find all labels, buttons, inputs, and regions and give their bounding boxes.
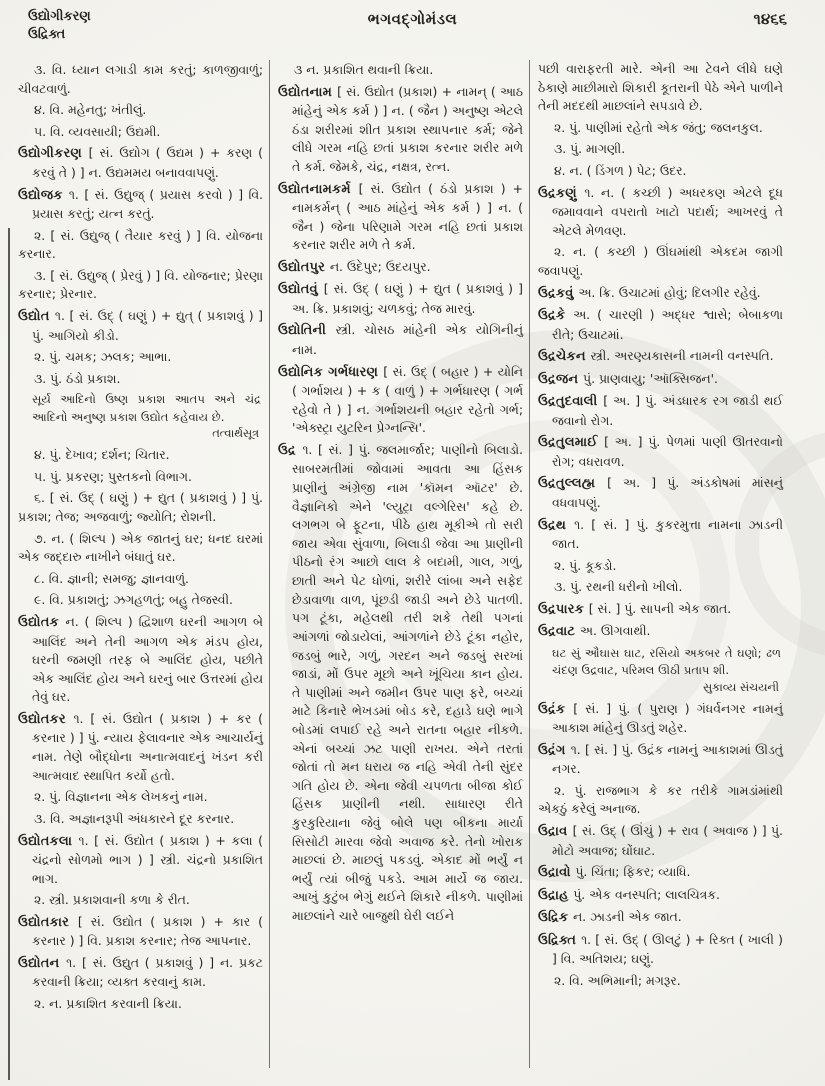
dictionary-entry: ઉદ્રિક્ત ૧. [ સં. ઉદ્ ( ઊલટું ) + રિક્ત ( ખાલી ) ] વિ. અતિશય; ઘણું. <box>538 931 783 967</box>
sense-line: ૪. ન. ( ડિંગળ ) પેટ; ઉદર. <box>554 163 687 179</box>
dictionary-entry: ઉદ્રપારક [ સં. ] પું. સાપની એક જાત. <box>538 600 732 617</box>
dictionary-entry: ઉદ્રંગ ૧. [ સં. ] પું. ઉદ્રંક નામનું આકાશમાં ઊડતું નગર. <box>538 741 784 777</box>
dictionary-entry: ઉદ્યોતનામકર્મ [ સં. ઉદ્યોત ( ઠંડો પ્રકાશ ) + નામકર્મન્ ( આઠ માંહેનું એક કર્મ ) ] ન. ( જૈન ) જેના પરિણામે ગરમ નહિ છતાં પ્રકાશ કરનાર શરીર મળે તે કર્મ. <box>278 180 523 253</box>
sense-line: ૩. વિ. ધ્યાન લગાડી કામ કરતું; કાળજીવાળું; ચીવટવાળું. <box>18 62 263 96</box>
dictionary-entry: ઉદ્યોતનામ [ સં. ઉદ્યોત (પ્રકાશ) + નામન્ ( આઠ માંહેનું એક કર્મ ) ] ન. ( જૈન ) અનુષ્ણ એટલે ઠંડા શરીરમાં શીત પ્રકાશ સ્થાપનાર કર્મ; જેને લીધે ગરમ નહિ છતાં પ્રકાશ કરનાર શરીર મળે તે કર્મ. જેમકે, ચંદ્ર, નક્ષત્ર, રત્ન. <box>278 83 523 174</box>
headword: ઉદ્યોતક <box>18 615 66 631</box>
sense-line: ૩. પું. માગણી. <box>554 141 626 157</box>
quotation-block: સૂર્ય આદિનો ઉષ્ણ પ્રકાશ આતપ અને ચંદ્ર આદિનો અનુષ્ણ પ્રકાશ ઉદ્યોત કહેવાય છે. <box>32 392 261 424</box>
sense-line: ૨. પું. ચમક; ઝલક; આભા. <box>34 349 172 365</box>
sense-line: ૪. વિ. મહેનતુ; ખંતીલું. <box>34 102 147 118</box>
guide-word-last: ઉદ્રિક્ત <box>28 26 66 42</box>
headword: ઉદ્યોતકલા <box>18 833 79 849</box>
dictionary-entry: ઉદ્રાહ પું. એક વનસ્પતિ; લાલચિત્રક. <box>538 886 720 903</box>
headword: ઉદ્રતુલમાઈ <box>538 435 605 451</box>
text-column-2 <box>270 58 529 1076</box>
headword: ઉદ્યોતકર <box>18 711 74 727</box>
sense-line: ૩ ન. પ્રકાશિત થવાની ક્રિયા. <box>294 62 434 77</box>
dictionary-entry: ઉદ્યોતપુર ન. ઉદેપુર; ઉદયપુર. <box>278 258 431 275</box>
headword: ઉદ્રવાટ <box>538 624 580 640</box>
headword: ઉદ્યોતનામ <box>278 84 338 100</box>
dictionary-entry: ઉદ્રચેકન સ્ત્રી. અરણ્યકાસની નામની વનસ્પતિ. <box>538 348 774 365</box>
dictionary-entry: ઉદ્યોગીકરણ [ સં. ઉદ્યોગ ( ઉદ્યમ ) + કરણ ( કરવું તે ) ] ન. ઉદ્યમમય બનાવવાપણું. <box>18 145 263 180</box>
dictionary-entry: ઉદ્રકે અ. ( ચારણી ) અદ્ધર શ્વાસે; બેબાકળા રીતે; ઉચાટમાં. <box>538 307 783 342</box>
sense-line: ૬. [ સં. ઉદ્ ( ઘણું ) + દ્યુત ( પ્રકાશવું ) ] પું. પ્રકાશ; તેજ; અજવાળું; જ્યોતિ; રોશની. <box>18 490 263 524</box>
headword: ઉદ્રાવો <box>538 865 576 881</box>
headword: ઉદ્યોગીકરણ <box>18 146 89 162</box>
headword: ઉદ્રતુદવાલી <box>538 394 604 410</box>
headword: ઉદ્યોજક <box>18 187 69 203</box>
page-header <box>0 0 825 58</box>
sense-line: ૨. પું. વિજ્ઞાનના એક લેખકનું નામ. <box>34 789 208 805</box>
headword: ઉદ્યોતકાર <box>18 914 78 930</box>
sense-line: ૩. [ સં. ઉદ્યુજ્ ( પ્રેરવું ) ] વિ. યોજનાર; પ્રેરણા કરનાર; પ્રેરનાર. <box>18 267 263 302</box>
dictionary-entry: ઉદ્રંક [ સં. ] પું. ( પુરાણ ) ગંધર્વનગર નામનું આકાશ માંહેનું ઊડતું શહેર. <box>538 700 784 736</box>
text-column-1 <box>10 58 269 1076</box>
sense-line: ૨. પું. કૂકડો. <box>554 557 617 573</box>
dictionary-entry: ઉદ્રતુલ્લહ્મ [ અ. ] પું. અંડકોષમાં માંસનું વધવાપણું. <box>538 475 783 510</box>
sense-line: ૪. પું. દેખાવ; દર્શન; ચિતાર. <box>34 447 170 463</box>
dictionary-entry: ઉદ્યોતકલા ૧. [ સં. ઉદ્યોત ( પ્રકાશ ) + કલા ( ચંદ્રનો સોળમો ભાગ ) ] સ્ત્રી. ચંદ્રનો પ્રકાશિત ભાગ. <box>18 832 263 886</box>
dictionary-entry: ઉદ્યોતકાર [ સં. ઉદ્યોત ( પ્રકાશ ) + કાર ( કરનાર ) ] વિ. પ્રકાશ કરનાર; તેજ આપનાર. <box>18 913 263 949</box>
quotation-block: ઘટ સું ઔઘાસ ઘાટ, રસિયો અકબર તે ઘણો; ઢળ ચંદણ ઉદ્રવાટ, પરિમલ ઊઠી પ્રતાપ શી. <box>552 645 781 678</box>
headword: ઉદ્રકણું <box>538 185 585 201</box>
headword: ઉદ્યોત <box>18 309 55 325</box>
sense-line: ૩. વિ. અજ્ઞાનરૂપી અંધકારને દૂર કરનાર. <box>34 810 235 826</box>
headword: ઉદ્રંક <box>538 701 574 717</box>
dictionary-entry: ઉદ્રવાટ અ. ઊગવાથી. <box>538 623 651 640</box>
dictionary-entry: ઉદ્યોજક ૧. [ સં. ઉદ્યુજ્ ( પ્રયાસ કરવો ) ] વિ. પ્રયાસ કરતું; યત્ન કરતું. <box>18 186 263 222</box>
sense-line: ૫. વિ. વ્યવસાયી; ઉદ્યમી. <box>34 123 161 139</box>
dictionary-entry: ઉદ્યોતન ૧. [ સં. ઉદ્યુત ( પ્રકાશવું ) ] ન. પ્રકટ કરવાની ક્રિયા; વ્યક્ત કરવાનું કામ. <box>18 954 264 990</box>
sense-line: ૨. સ્ત્રી. પ્રકાશવાની કળા કે રીત. <box>34 892 190 908</box>
dictionary-entry: ઉદ્યોતકર ૧. [ સં. ઉદ્યોત ( પ્રકાશ ) + કર ( કરનાર ) ] પું. ન્યાય ફેલાવનાર એક આચાર્યનું નામ. તેણે બૌદ્ધોના અનાત્મવાદનું ખંડન કરી આત્મવાદ સ્થાપિત કર્યો હતો. <box>18 710 263 783</box>
book-title: ભગવદ્ગોમંડલ <box>367 10 458 28</box>
dictionary-entry: ઉદ્યોતવું [ સં. ઉદ્ ( ઘણું ) + દ્યુત ( પ્રકાશવું ) ] અ. ક્રિ. પ્રકાશવું; ચળકવું; તેજ મારવું. <box>278 281 523 316</box>
dictionary-entry: ઉદ્યોનિક ગર્ભધારણ [ સં. ઉદ્ ( બહાર ) + યોનિ ( ગર્ભાશય ) + ક ( વાળું ) + ગર્ભધારણ ( ગર્ભ રહેવો તે ) ] ન. ગર્ભાશયની બહાર રહેતો ગર્ભ; 'એક્સ્ટ્રા યુટરિન પ્રેગ્નન્સિ'. <box>278 363 524 436</box>
sense-line: ૨. [ સં. ઉદ્યુજ્ ( તૈયાર કરવું ) ] વિ. યોજના કરનાર. <box>18 227 263 262</box>
dictionary-entry: ઉદ્યોત ૧. [ સં. ઉદ્ ( ઘણું ) + દ્યુત્ ( પ્રકાશવું ) ] પું. આગિયો કીડો. <box>18 308 263 343</box>
dictionary-entry: ઉદ્રાવ [ સં. ઉદ્ ( ઊંચું ) + રાવ ( અવાજ ) ] પું. મોટો અવાજ; ઘોંઘાટ. <box>538 823 783 858</box>
dictionary-entry: ઉદ્રકવું અ. ક્રિ. ઉચાટમાં હોવું; દિલગીર રહેવું. <box>538 284 761 301</box>
headword: ઉદ્યોતિની <box>278 323 336 339</box>
source-attribution: સુકાવ્ય સંચયની <box>702 680 779 694</box>
dictionary-entry: ઉદ્રજન પું. પ્રાણવાયુ; 'ઑક્સિજન'. <box>538 370 718 387</box>
headword: ઉદ્યોનિક ગર્ભધારણ <box>278 364 384 380</box>
sense-line: ૨. વિ. અભિમાની; મગરૂર. <box>554 972 681 988</box>
page-number: ૧૪૬૬ <box>753 10 787 28</box>
text-column-3 <box>530 58 789 1076</box>
dictionary-entry: ઉદ્યોતક ન. ( શિલ્પ ) દ્વિશાળ ઘરની આગળ બે આલિંદ અને તેની આગળ એક મંડપ હોય, ઘરની જમણી તરફ બે આલિંદ હોય, પછીતે એક આલિંદ હોય અને ઘરનું બાર ઉત્તરમાં હોય તેવું ઘર. <box>18 614 263 705</box>
sense-line: ૭. ન. ( શિલ્પ ) એક જાતનું ઘર; ધનદ ઘરમાં એક જદ્દારુ નાખીને બંધાતું ઘર. <box>18 530 263 565</box>
dictionary-entry: ઉદ્રિક ન. ઝાડની એક જાત. <box>538 909 682 926</box>
dictionary-entry: ઉદ્ર ૧. [ સં. ] પું. જલમાર્જાર; પાણીનો બિલાડો. સાબરમતીમાં જોવામાં આવતા આ હિંસક પ્રાણીનું અંગ્રેજી નામ 'કૉમન ઑટર' છે. વૈજ્ઞાનિકો એને 'લ્યુટ્રા વલ્ગેરિસ' કહે છે. લગભગ બે ફૂટના, પીઠે હાથ મૂકીએ તો સરી જાય એવા સુંવાળા, બિલાડી જેવા આ પ્રાણીની પીઠનો રંગ આછો લાલ કે બદામી, ગાલ, ગળું, છાતી અને પેટ ધોળાં, શરીરે લાંબા અને સફેદ છેડાવાળા વાળ, પૂંછડી જાડી અને છેડે પાતળી. પગ ટૂંકા, મહેલથી તરી શકે તેથી પગનાં આંગળાં જોડાયેલાં, આંગળાંને છેડે ટૂંકા નહોર, જડબું ભારે, ગળું, ગરદન અને જડબું સરખાં જાડાં, મોં ઉપર મૂછો અને ખૂંચિયા કાન હોય. તે પાણીમાં અને જમીન ઉપર પાણ ફરે, બચ્ચાં માટે કિનારે ભેખડમાં બોડ કરે, દહાડે ઘણે ભાગે બોડમાં લપાઈ રહે અને રાતના બહાર નીકળે. એનાં બચ્ચાં ઝટ પાણી રાખય. એને તરતાં જોતાં તો મન ધરાય જ નહિ એવી તેની સુંદર ગતિ હોય છે. એના જેવી ચપળતા બીજા કોઈ હિંસક પ્રાણીની નથી. સાધારણ રીતે કુરકુરિયાના જેવું બોલે પણ બીકના માર્યા સિસોટી મારવા જેવો અવાજ કરે. તેનો ખોરાક માછલાં છે. માછલું પકડવું. એકાદ મોં ભર્યું ન ભર્યું ત્યાં બીજું પકડે. આમ માર્યે જ જાય. આખું કુટુંબ ભેગું થઈને શિકારે નીકળે. પાણીમાં માછલાંને ચારે બાજુથી ઘેરી લઈને <box>278 441 523 924</box>
dictionary-entry: ઉદ્રતુલમાઈ [ અ. ] પું. પેળમાં પાણી ઊતરવાનો રોગ; વધરાવળ. <box>538 434 783 469</box>
sense-line: ૨. ન. પ્રકાશિત કરવાની ક્રિયા. <box>34 996 182 1012</box>
headword: ઉદ્યોતન <box>18 955 67 971</box>
sense-line: ૨. ન. ( કચ્છી ) ઊંઘમાંથી એકદમ જાગી જવાપણું. <box>538 244 783 278</box>
source-attribution: તત્વાર્થસૂત્ર <box>212 427 259 441</box>
headword: ઉદ્રચેકન <box>538 349 591 365</box>
headword: ઉદ્યોતનામકર્મ <box>278 181 359 197</box>
dictionary-entry: ઉદ્રતુદવાલી [ અ. ] પું. અંડધારક રગ જાડી થઈ જવાનો રોગ. <box>538 393 783 428</box>
headword: ઉદ્રપારક <box>538 601 589 617</box>
headword: ઉદ્રથ <box>538 517 575 533</box>
sense-line: ૫. પું. પ્રકરણ; પુસ્તકનો વિભાગ. <box>34 468 192 484</box>
headword: ઉદ્રિક <box>538 910 573 926</box>
headword: ઉદ્રાવ <box>538 824 573 840</box>
headword: ઉદ્યોતવું <box>278 282 324 298</box>
headword: ઉદ્રંગ <box>538 742 571 758</box>
sense-line: ૩. પું. રથની ધરીનો ખીલો. <box>554 579 683 595</box>
headword: ઉદ્ર <box>278 442 303 458</box>
headword: ઉદ્રાહ <box>538 887 574 903</box>
sense-line: ૯. વિ. પ્રકાશતું; ઝગહળતું; બહુ તેજસ્વી. <box>34 592 233 608</box>
dictionary-entry: ઉદ્રકણું ૧. ન. ( કચ્છી ) અધરકણ એટલે દૂધ જમાવવાને વપરાતો ખાટો પદાર્થ; આખરવું તે એટલે મેળવણ. <box>538 184 783 238</box>
headword: ઉદ્યોતપુર <box>278 259 330 275</box>
dictionary-entry: ઉદ્રાવો પું. ચિંતા; ફિકર; વ્યાધિ. <box>538 864 691 881</box>
headword: ઉદ્રજન <box>538 371 584 387</box>
dictionary-entry: ઉદ્યોતિની સ્ત્રી. ચોસઠ માંહેની એક યોગિનીનું નામ. <box>278 322 524 357</box>
guide-word-first: ઉદ્યોગીકરણ <box>28 9 91 24</box>
headword: ઉદ્રકવું <box>538 285 579 301</box>
dictionary-entry: ઉદ્રથ ૧. [ સં. ] પું. કુકરમુત્તા નામના ઝાડની જાત. <box>538 516 783 552</box>
sense-line: ૮. વિ. જ્ઞાની; સમજુ; જ્ઞાનવાળું. <box>34 570 189 586</box>
sense-line: ૩. પું. ઠંડો પ્રકાશ. <box>34 370 121 386</box>
headword: ઉદ્રકે <box>538 308 574 324</box>
sense-line: ૨. પું. રાજભાગ કે કર તરીકે ગામડાંમાંથી એકઠું કરેલું અનાજ. <box>538 782 783 817</box>
headword: ઉદ્રિક્ત <box>538 932 582 948</box>
continuation-paragraph: પછી વારાફરતી મારે. એની આ ટેવને લીધે ઘણે ઠેકાણે માછીમારો શિકારી કૂતરાની પેઠે એને પાળીને તેની મદદથી માછલાંને સપડાવે છે. <box>538 61 783 114</box>
sense-line: ૨. પું. પાણીમાં રહેતો એક જંતુ; જલનકુલ. <box>554 119 763 135</box>
headword: ઉદ્રતુલ્લહ્મ <box>538 476 608 492</box>
columns-container <box>10 58 815 1076</box>
